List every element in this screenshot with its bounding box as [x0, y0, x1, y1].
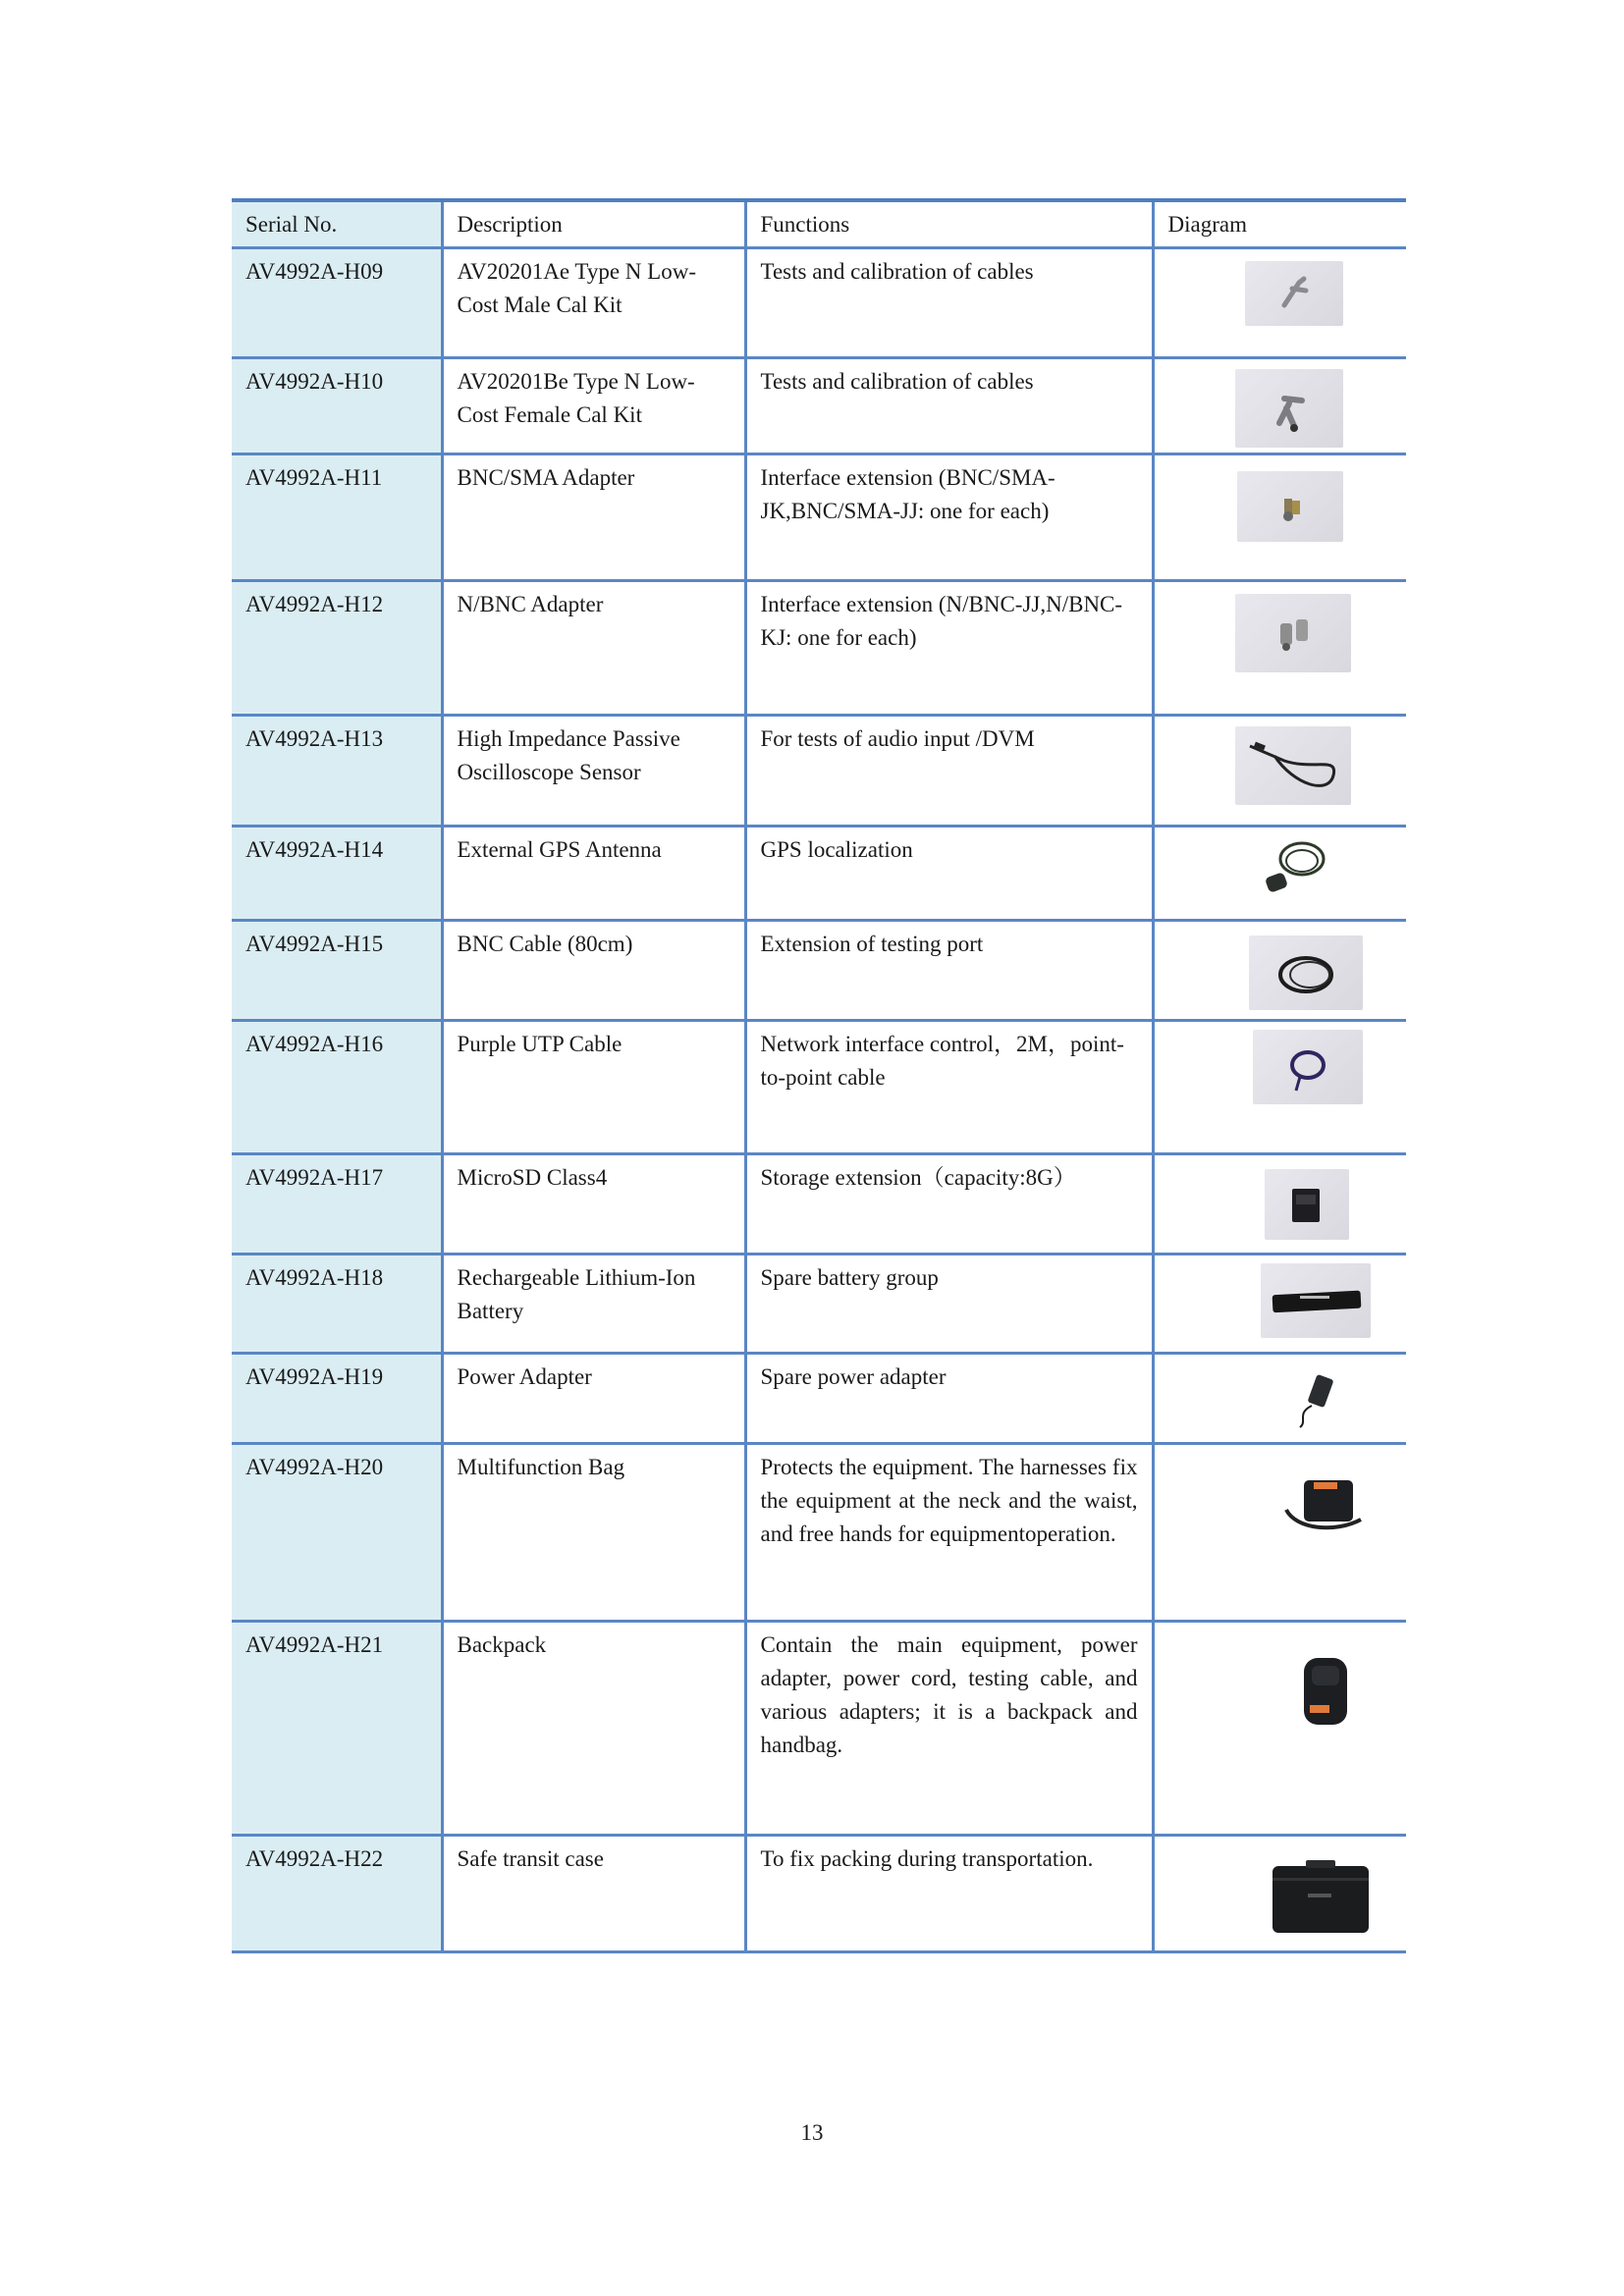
table-row: [232, 580, 1406, 715]
serial-cell: AV4992A-H22: [232, 1835, 442, 1951]
table-row: [232, 357, 1406, 454]
functions-cell: Tests and calibration of cables: [745, 357, 1153, 454]
table-row: [232, 247, 1406, 357]
diagram-cell: [1153, 580, 1406, 715]
description-cell: N/BNC Adapter: [442, 580, 745, 715]
table-row: [232, 1835, 1406, 1951]
serial-cell: AV4992A-H15: [232, 920, 442, 1020]
table-row: [232, 1020, 1406, 1153]
bnc-cable-photo-icon: [1249, 935, 1363, 1010]
description-cell: Purple UTP Cable: [442, 1020, 745, 1153]
diagram-cell: [1153, 454, 1406, 580]
functions-cell: GPS localization: [745, 826, 1153, 920]
serial-cell: AV4992A-H10: [232, 357, 442, 454]
functions-cell: Network interface control，2M，point-to-point cable: [745, 1020, 1153, 1153]
battery-photo-icon: [1261, 1263, 1371, 1338]
male-cal-kit-photo-icon: [1245, 261, 1343, 326]
transit-case-photo-icon: [1267, 1854, 1375, 1939]
serial-cell: AV4992A-H21: [232, 1621, 442, 1835]
table-row: [232, 920, 1406, 1020]
accessories-table: [232, 198, 1406, 1953]
description-cell: Safe transit case: [442, 1835, 745, 1951]
table-row: [232, 1621, 1406, 1835]
description-cell: Multifunction Bag: [442, 1443, 745, 1621]
description-cell: High Impedance Passive Oscilloscope Sensor: [442, 715, 745, 826]
n-bnc-adapter-photo-icon: [1235, 594, 1351, 672]
description-cell: Power Adapter: [442, 1353, 745, 1443]
serial-cell: AV4992A-H12: [232, 580, 442, 715]
diagram-cell: [1153, 1254, 1406, 1353]
serial-cell: AV4992A-H20: [232, 1443, 442, 1621]
page-number: 13: [800, 2120, 824, 2145]
functions-cell: Extension of testing port: [745, 920, 1153, 1020]
backpack-photo-icon: [1288, 1652, 1359, 1731]
table-row: [232, 715, 1406, 826]
description-cell: External GPS Antenna: [442, 826, 745, 920]
serial-cell: AV4992A-H18: [232, 1254, 442, 1353]
description-cell: AV20201Ae Type N Low-Cost Male Cal Kit: [442, 247, 745, 357]
diagram-cell: [1153, 920, 1406, 1020]
multifunction-bag-photo-icon: [1276, 1470, 1367, 1543]
functions-cell: Interface extension (N/BNC-JJ,N/BNC-KJ: one for each): [745, 580, 1153, 715]
diagram-cell: [1153, 1353, 1406, 1443]
functions-cell: Protects the equipment. The harnesses fix the equipment at the neck and the waist, and free hands for equipmentoperation.: [745, 1443, 1153, 1621]
diagram-cell: [1153, 1621, 1406, 1835]
table-row: [232, 1353, 1406, 1443]
header-serial-no: Serial No.: [232, 200, 442, 247]
female-cal-kit-photo-icon: [1235, 369, 1343, 448]
oscilloscope-probe-photo-icon: [1235, 726, 1351, 805]
functions-cell: To fix packing during transportation.: [745, 1835, 1153, 1951]
description-cell: BNC/SMA Adapter: [442, 454, 745, 580]
header-description: Description: [442, 200, 745, 247]
diagram-cell: [1153, 1443, 1406, 1621]
diagram-cell: [1153, 826, 1406, 920]
description-cell: BNC Cable (80cm): [442, 920, 745, 1020]
functions-cell: Tests and calibration of cables: [745, 247, 1153, 357]
serial-cell: AV4992A-H14: [232, 826, 442, 920]
header-functions: Functions: [745, 200, 1153, 247]
diagram-cell: [1153, 1020, 1406, 1153]
diagram-cell: [1153, 1153, 1406, 1254]
functions-cell: Contain the main equipment, power adapter, power cord, testing cable, and various adapters; it is a backpack and handbag.: [745, 1621, 1153, 1835]
functions-cell: Spare battery group: [745, 1254, 1153, 1353]
diagram-cell: [1153, 715, 1406, 826]
table-row: [232, 826, 1406, 920]
serial-cell: AV4992A-H09: [232, 247, 442, 357]
microsd-card-photo-icon: [1265, 1169, 1349, 1240]
power-adapter-photo-icon: [1286, 1370, 1345, 1433]
utp-cable-photo-icon: [1253, 1030, 1363, 1104]
description-cell: AV20201Be Type N Low-Cost Female Cal Kit: [442, 357, 745, 454]
table-row: [232, 454, 1406, 580]
serial-cell: AV4992A-H19: [232, 1353, 442, 1443]
table-row: [232, 1153, 1406, 1254]
header-diagram: Diagram: [1153, 200, 1406, 247]
description-cell: MicroSD Class4: [442, 1153, 745, 1254]
description-cell: Rechargeable Lithium-Ion Battery: [442, 1254, 745, 1353]
table-header-row: [232, 200, 1406, 247]
serial-cell: AV4992A-H13: [232, 715, 442, 826]
functions-cell: Storage extension（capacity:8G）: [745, 1153, 1153, 1254]
diagram-cell: [1153, 357, 1406, 454]
functions-cell: For tests of audio input /DVM: [745, 715, 1153, 826]
bnc-sma-adapter-photo-icon: [1237, 471, 1343, 542]
description-cell: Backpack: [442, 1621, 745, 1835]
diagram-cell: [1153, 1835, 1406, 1951]
functions-cell: Interface extension (BNC/SMA-JK,BNC/SMA-JJ: one for each): [745, 454, 1153, 580]
gps-antenna-photo-icon: [1257, 835, 1331, 900]
table-row: [232, 1443, 1406, 1621]
functions-cell: Spare power adapter: [745, 1353, 1153, 1443]
table-row: [232, 1254, 1406, 1353]
serial-cell: AV4992A-H16: [232, 1020, 442, 1153]
serial-cell: AV4992A-H17: [232, 1153, 442, 1254]
diagram-cell: [1153, 247, 1406, 357]
serial-cell: AV4992A-H11: [232, 454, 442, 580]
